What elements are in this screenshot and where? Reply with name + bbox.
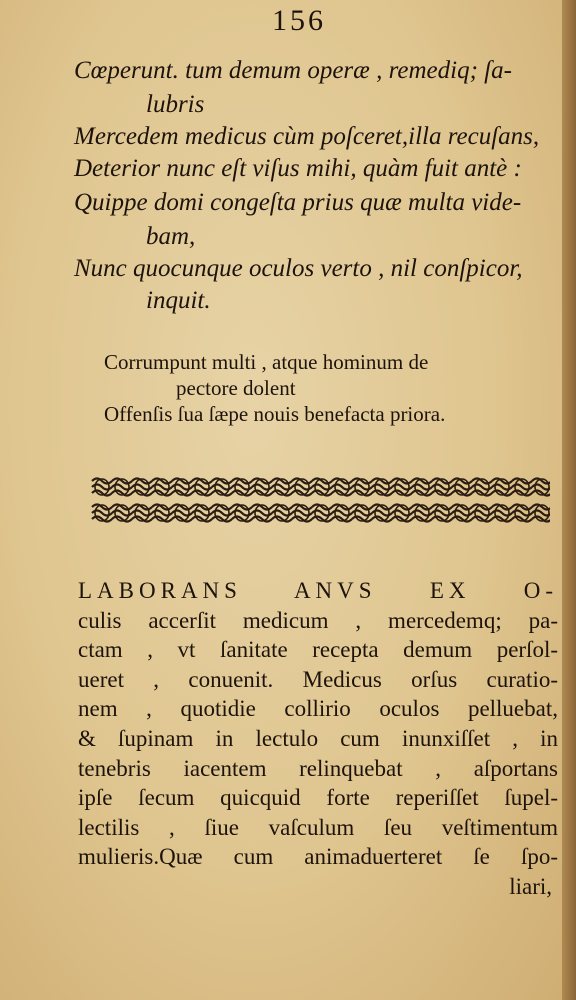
ornament-motif — [272, 479, 292, 496]
prose-line: lectilis , ſiue vaſculum ſeu veſtimentum — [78, 814, 558, 840]
ornament-motif — [472, 479, 492, 496]
ornament-motif — [212, 479, 232, 496]
page-edge — [562, 0, 576, 1000]
verse-line: Nunc quocunque oculos verto , nil conſpicor, — [74, 255, 523, 282]
ornament-motif — [472, 505, 492, 522]
verse-line: Mercedem medicus cùm poſceret,illa recuſans, — [74, 123, 540, 150]
ornament-motif — [332, 479, 352, 496]
prose-line: ctam , vt ſanitate recepta demum perſol- — [78, 637, 558, 663]
prose-block — [78, 576, 558, 902]
prose-line: culis accerſit medicum , mercedemq; pa- — [78, 607, 558, 633]
ornament-motif — [372, 479, 392, 496]
ornament-motif — [232, 479, 252, 496]
ornament-motif — [352, 479, 372, 496]
prose-line: & ſupinam in lectulo cum inunxiſſet , in — [78, 725, 558, 751]
epimythium-line: Corrumpunt multi , atque hominum de — [104, 350, 429, 374]
ornament-motif — [292, 479, 312, 496]
prose-line: ipſe ſecum quicquid forte reperiſſet ſupel- — [78, 785, 558, 811]
ornament-motif — [132, 505, 152, 522]
ornament-motif — [192, 479, 212, 496]
ornament-motif — [492, 505, 512, 522]
ornament-motif — [312, 505, 332, 522]
verse-line: lubris — [146, 91, 205, 118]
ornament-motif — [392, 479, 412, 496]
ornament-motif — [452, 479, 472, 496]
epimythium-line: pectore dolent — [176, 376, 296, 400]
verse-line: Quippe domi congeſta prius quæ multa vide- — [74, 189, 522, 216]
verse-line: inquit. — [146, 287, 211, 314]
ornament-motif — [212, 505, 232, 522]
prose-line: nem , quotidie collirio oculos pelluebat, — [78, 696, 558, 722]
ornament-motif — [292, 505, 312, 522]
ornament-motif — [252, 479, 272, 496]
prose-line: tenebris iacentem relinquebat , aſportans — [78, 755, 558, 781]
ornament-motif — [332, 505, 352, 522]
ornament-motif — [452, 505, 472, 522]
ornament-motif — [92, 479, 112, 496]
prose-line: liari, — [509, 873, 552, 899]
ornament-motif — [432, 479, 452, 496]
printers-ornament-band — [90, 473, 550, 529]
prose-line: LABORANS ANVS EX O- — [78, 578, 558, 603]
ornament-motif — [372, 505, 392, 522]
ornament-motif — [152, 479, 172, 496]
ornament-motif — [252, 505, 272, 522]
ornament-motif — [232, 505, 252, 522]
ornament-motif — [412, 479, 432, 496]
ornament-motif — [352, 505, 372, 522]
ornament-motif — [272, 505, 292, 522]
ornament-motif — [112, 479, 132, 496]
ornament-motif — [132, 479, 152, 496]
verse-line: bam, — [146, 223, 196, 250]
ornament-motif — [432, 505, 452, 522]
ornament-motif — [532, 479, 550, 496]
ornament-motif — [412, 505, 432, 522]
ornament-motif — [512, 479, 532, 496]
ornament-motif — [532, 505, 550, 522]
prose-line: ueret , conuenit. Medicus orſus curatio- — [78, 666, 558, 692]
ornament-motif — [172, 505, 192, 522]
verse-line: Cœperunt. tum demum operæ , remediq; ſa- — [74, 57, 512, 84]
epimythium-line: Offenſis ſua ſæpe nouis benefacta priora. — [104, 402, 446, 426]
verse-line: Deterior nunc eſt viſus mihi, quàm fuit antè : — [74, 155, 522, 182]
ornament-motif — [152, 505, 172, 522]
ornament-motif — [492, 479, 512, 496]
prose-line: mulieris.Quæ cum animaduerteret ſe ſpo- — [78, 844, 558, 870]
ornament-motif — [112, 505, 132, 522]
ornament-motif — [172, 479, 192, 496]
ornament-motif — [312, 479, 332, 496]
ornament-motif — [192, 505, 212, 522]
ornament-motif — [392, 505, 412, 522]
ornament-motif — [512, 505, 532, 522]
page-number: 156 — [272, 4, 326, 37]
ornament-motif — [92, 505, 112, 522]
